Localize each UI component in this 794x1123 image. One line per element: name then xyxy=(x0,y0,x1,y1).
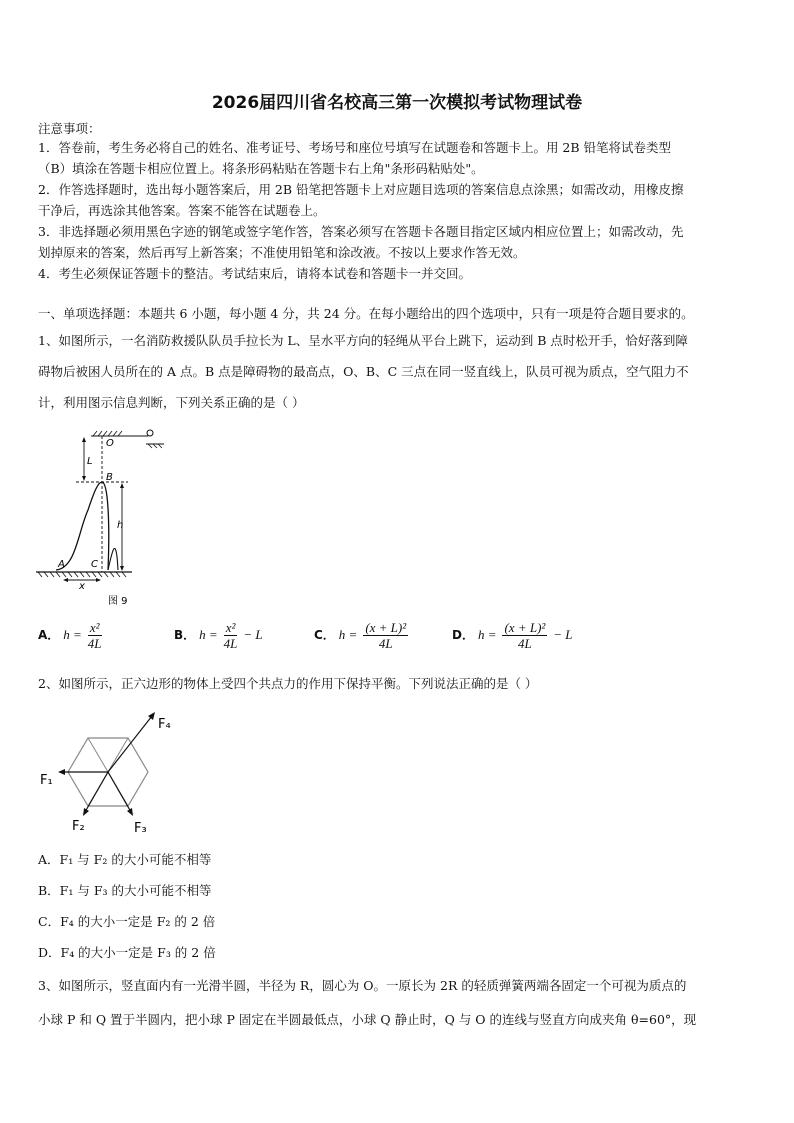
option-numerator: x² xyxy=(88,620,102,636)
notice-line: 3．非选择题必须用黑色字迹的钢笔或签字笔作答，答案必须写在答题卡各题目指定区域内相应位置上；如需改动，先 xyxy=(38,224,684,239)
notice-line: 4．考生必须保证答题卡的整洁。考试结束后，请将本试卷和答题卡一并交回。 xyxy=(38,266,471,281)
option-label: A． xyxy=(38,628,60,642)
label-x: x xyxy=(79,581,85,592)
label-C: C xyxy=(91,559,98,570)
option-lhs: h = xyxy=(477,627,497,642)
label-B: B xyxy=(106,472,113,483)
notice-heading: 注意事项： xyxy=(38,121,101,136)
notice-line: 划掉原来的答案，然后再写上新答案；不准使用铅笔和涂改液。不按以上要求作答无效。 xyxy=(38,245,526,260)
q1-figure xyxy=(36,422,166,612)
label-O: O xyxy=(106,438,114,449)
q2-option-b[interactable]: B．F₁ 与 F₃ 的大小可能不相等 xyxy=(38,883,212,898)
q1-stem-line: 碍物后被困人员所在的 A 点。B 点是障碍物的最高点，O、B、C 三点在同一竖直线上，队员可视为质点，空气阻力不 xyxy=(38,364,689,379)
label-A: A xyxy=(58,559,65,570)
option-label: C． xyxy=(314,628,335,642)
option-numerator: x² xyxy=(224,620,238,636)
q2-option-c[interactable]: C．F₄ 的大小一定是 F₂ 的 2 倍 xyxy=(38,914,216,929)
page-title: 2026届四川省名校高三第一次模拟考试物理试卷 xyxy=(211,93,583,113)
q1-stem-line: 计，利用图示信息判断，下列关系正确的是（ ） xyxy=(38,395,305,410)
option-tail: − L xyxy=(553,627,573,642)
option-tail: − L xyxy=(243,627,263,642)
option-denominator: 4L xyxy=(518,636,532,651)
notice-line: 1．答卷前，考生务必将自己的姓名、准考证号、考场号和座位号填写在试题卷和答题卡上。用 2B 铅笔将试卷类型 xyxy=(38,140,672,155)
notice-line: 2．作答选择题时，选出每小题答案后，用 2B 铅笔把答题卡上对应题目选项的答案信息点涂黑；如需改动，用橡皮擦 xyxy=(38,182,684,197)
q1-stem-line: 1、如图所示，一名消防救援队队员手拉长为 L、呈水平方向的轻绳从平台上跳下，运动到 B 点时松开手，恰好落到障 xyxy=(38,333,688,348)
q3-stem-line: 小球 P 和 Q 置于半圆内，把小球 P 固定在半圆最低点，小球 Q 静止时，Q 与 O 的连线与竖直方向成夹角 θ=60°，现 xyxy=(38,1012,697,1027)
q1-option-a[interactable] xyxy=(38,620,104,651)
q2-option-a[interactable]: A．F₁ 与 F₂ 的大小可能不相等 xyxy=(38,852,212,867)
q1-option-d[interactable] xyxy=(452,620,573,651)
option-denominator: 4L xyxy=(378,636,393,651)
q2-hexagon-figure xyxy=(36,706,186,836)
label-F2: F₂ xyxy=(72,819,85,834)
label-h: h xyxy=(117,520,124,531)
option-numerator: (x + L)² xyxy=(504,620,546,635)
option-numerator: (x + L)² xyxy=(365,620,407,635)
option-lhs: h = xyxy=(199,627,218,642)
section-heading: 一、单项选择题：本题共 6 小题，每小题 4 分，共 24 分。在每小题给出的四个选项中，只有一项是符合题目要求的。 xyxy=(38,306,694,321)
label-F4: F₄ xyxy=(158,717,171,732)
q1-option-b[interactable] xyxy=(174,620,263,651)
q3-stem-line: 3、如图所示，竖直面内有一光滑半圆，半径为 R，圆心为 O。一原长为 2R 的轻质弹簧两端各固定一个可视为质点的 xyxy=(38,978,687,993)
q1-option-c[interactable] xyxy=(314,620,410,651)
q2-stem: 2、如图所示，正六边形的物体上受四个共点力的作用下保持平衡。下列说法正确的是（ ） xyxy=(38,676,538,691)
option-label: B． xyxy=(174,628,196,642)
label-F3: F₃ xyxy=(134,821,147,836)
person-circle xyxy=(147,430,153,436)
label-F1: F₁ xyxy=(40,773,53,788)
option-denominator: 4L xyxy=(223,636,238,651)
option-label: D． xyxy=(452,628,474,642)
option-lhs: h = xyxy=(63,627,82,642)
notice-line: 干净后，再选涂其他答案。答案不能答在试题卷上。 xyxy=(38,203,326,218)
option-denominator: 4L xyxy=(87,636,102,651)
label-L: L xyxy=(87,456,93,467)
option-lhs: h = xyxy=(338,627,358,642)
figure-caption: 图 9 xyxy=(108,596,128,607)
q2-option-d[interactable]: D．F₄ 的大小一定是 F₃ 的 2 倍 xyxy=(38,945,216,960)
notice-line: （B）填涂在答题卡相应位置上。将条形码粘贴在答题卡右上角"条形码粘贴处"。 xyxy=(38,161,484,176)
